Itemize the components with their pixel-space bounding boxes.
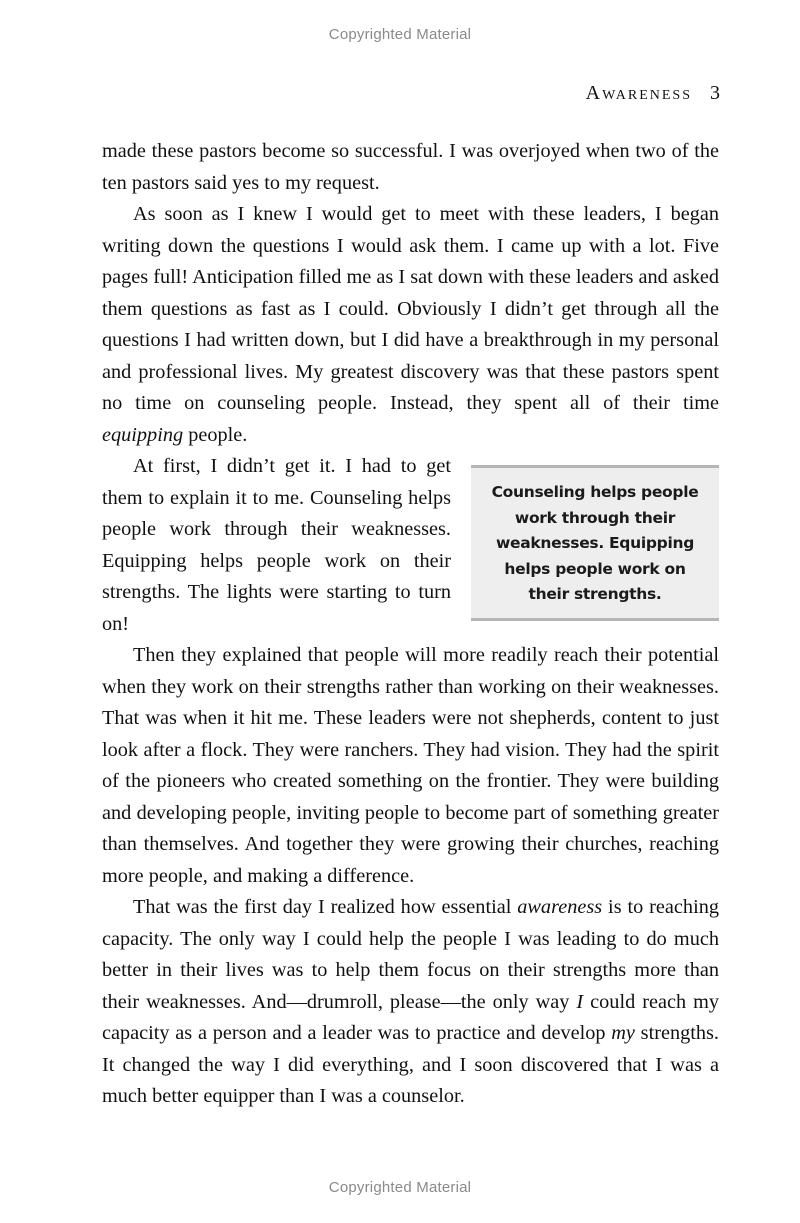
paragraph-2 bbox=[102, 199, 719, 451]
paragraph-2-text-a: As soon as I knew I would get to meet with these leaders, I began writing down the questions I would ask them. I came up with a lot. Five pages full! Anticipation filled me as I sat down with these leaders and asked them questions as fast as I could. Obviously I didn’t get through all the questions I had written down, but I did have a breakthrough in my personal and professional lives. My greatest discovery was that these pastors spent no time on counseling people. Instead, they spent all of their time bbox=[102, 203, 719, 414]
paragraph-5-text-d: strengths. It changed the way I did everything, and I soon discovered that I was a much better equipper than I was a counselor. bbox=[102, 1022, 719, 1107]
paragraph-5 bbox=[102, 892, 719, 1113]
paragraph-3 bbox=[102, 451, 719, 640]
paragraph-5-text-b: is to reaching capacity. The only way I could help the people I was leading to do much better in their lives was to help them focus on their strengths more than their weaknesses. And—drumroll, please—the only way bbox=[102, 896, 719, 1013]
paragraph-5-text-c: could reach my capacity as a person and a leader was to practice and develop bbox=[102, 990, 719, 1044]
paragraph-2-text-b: people. bbox=[183, 423, 248, 446]
emphasis-i: I bbox=[576, 990, 584, 1013]
emphasis-my: my bbox=[611, 1022, 635, 1044]
watermark-top: Copyrighted Material bbox=[328, 26, 472, 43]
paragraph-5-text-a: That was the first day I realized how essential bbox=[133, 896, 518, 918]
pull-quote: Counseling helps people work through their weaknesses. Equipping helps people work on their strengths. bbox=[471, 465, 719, 621]
body-text bbox=[102, 136, 719, 1113]
watermark-bottom: Copyrighted Material bbox=[328, 1179, 472, 1196]
page-number: 3 bbox=[710, 82, 720, 104]
running-head bbox=[586, 82, 720, 105]
paragraph-1: made these pastors become so successful. I was overjoyed when two of the ten pastors said yes to my request. bbox=[102, 140, 719, 194]
chapter-title: Awareness bbox=[585, 82, 692, 104]
emphasis-awareness: awareness bbox=[517, 896, 603, 918]
paragraph-4: Then they explained that people will more readily reach their potential when they work on their strengths rather than working on their weaknesses. That was when it hit me. These leaders were not shepherds, content to just look after a flock. They were ranchers. They had vision. They had the spirit of the pioneers who created something on the frontier. They were building and developing people, inviting people to become part of something greater than themselves. And together they were growing their churches, reaching more people, and making a difference. bbox=[102, 644, 719, 887]
paragraph-3-text: At first, I didn’t get it. I had to get them to explain it to me. Counseling helps people work through their weaknesses. Equipping helps people work on their strengths. The lights were starting to turn on! bbox=[102, 455, 451, 635]
emphasis-equipping: equipping bbox=[102, 423, 184, 446]
